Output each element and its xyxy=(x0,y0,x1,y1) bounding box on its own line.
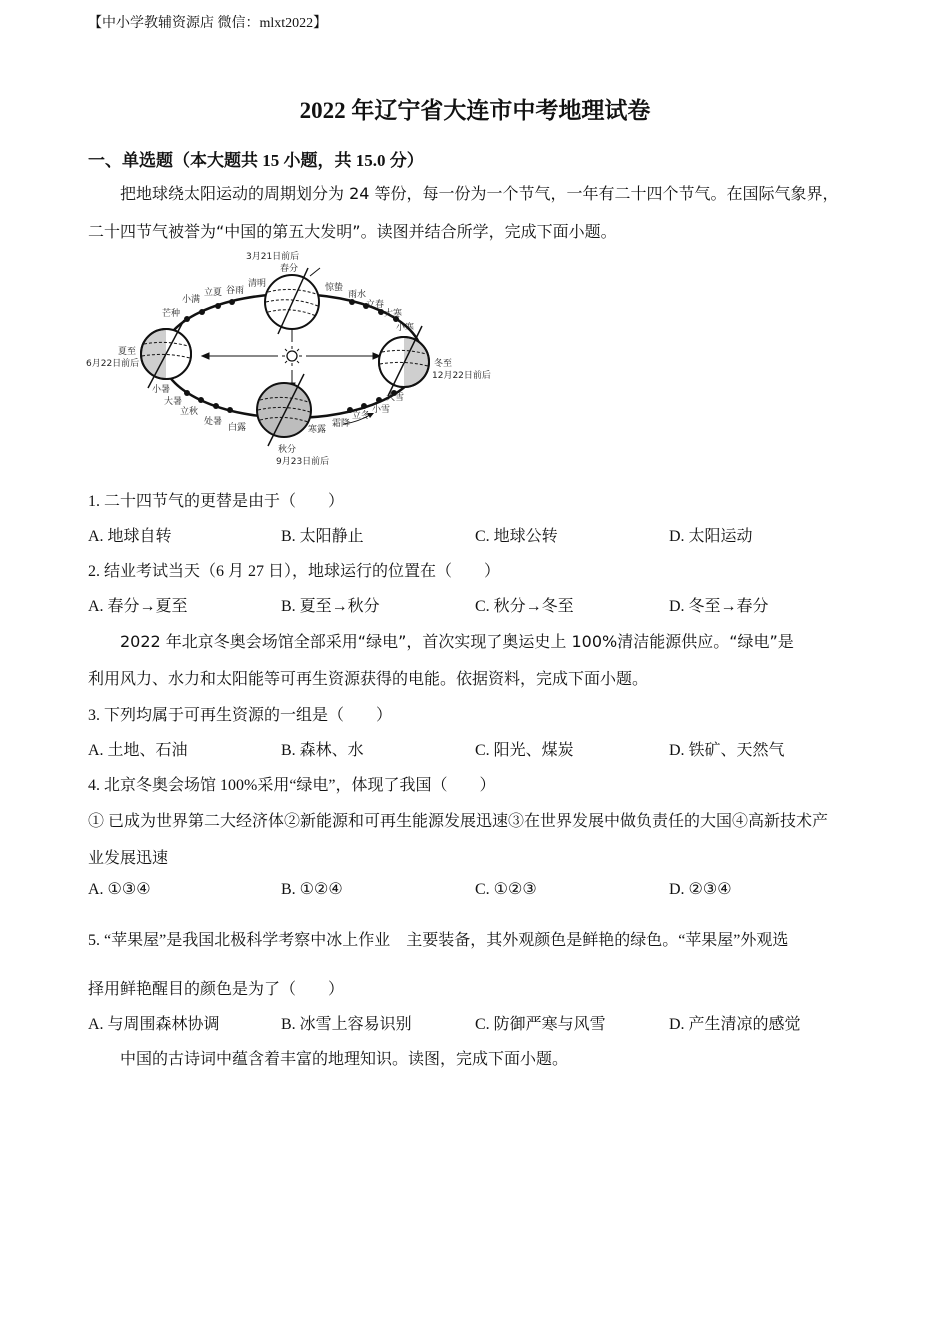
globe-autumn xyxy=(257,374,311,446)
q2-option-a[interactable]: A. 春分→夏至 xyxy=(88,598,188,615)
term-lixia: 立夏 xyxy=(204,288,223,298)
question-4: 4. 北京冬奥会场馆 100%采用“绿电”，体现了我国（ ） xyxy=(88,777,496,794)
term-xiaoxue: 小雪 xyxy=(372,405,391,415)
term-liqiu: 立秋 xyxy=(180,407,199,417)
term-mangzhong: 芒种 xyxy=(162,309,181,319)
label-summer: 夏至 xyxy=(118,347,137,357)
globe-summer xyxy=(141,320,191,388)
q3-option-a[interactable]: A. 土地、石油 xyxy=(88,742,188,759)
passage2-line1: 2022 年北京冬奥会场馆全部采用“绿电”，首次实现了奥运史上 100%清洁能源供应。“绿电”是 xyxy=(120,632,794,651)
passage1-line1: 把地球绕太阳运动的周期划分为 24 等份，每一份为一个节气，一年有二十四个节气。在国际气象界， xyxy=(120,184,839,203)
label-spring: 春分 xyxy=(280,264,299,274)
question-1: 1. 二十四节气的更替是由于（ ） xyxy=(88,493,345,510)
q4-option-b[interactable]: B. ①②④ xyxy=(281,881,343,898)
question-5: 5. “苹果屋”是我国北极科学考察中冰上作业 主要装备，其外观颜色是鲜艳的绿色。“苹果屋”外观选 xyxy=(88,932,789,949)
term-xiaoman: 小满 xyxy=(182,295,201,305)
q2-option-c[interactable]: C. 秋分→冬至 xyxy=(475,598,574,615)
label-autumn: 秋分 xyxy=(278,445,297,455)
q5-option-a[interactable]: A. 与周围森林协调 xyxy=(88,1016,220,1033)
label-autumn-date: 9月23日前后 xyxy=(276,457,330,467)
term-dashu: 大暑 xyxy=(164,397,183,407)
label-summer-date: 6月22日前后 xyxy=(86,359,140,369)
term-lidong: 立冬 xyxy=(352,411,371,421)
globe-winter xyxy=(379,326,429,396)
q2-option-d[interactable]: D. 冬至→春分 xyxy=(669,598,769,615)
q3-option-b[interactable]: B. 森林、水 xyxy=(281,742,364,759)
term-jingzhe: 惊蛰 xyxy=(325,283,344,293)
term-lichun: 立春 xyxy=(366,300,385,310)
sun-icon xyxy=(282,346,302,366)
question-3: 3. 下列均属于可再生资源的一组是（ ） xyxy=(88,707,393,724)
term-xiaoshu: 小暑 xyxy=(152,385,171,395)
term-chushu: 处暑 xyxy=(204,417,223,427)
q4-statements-line2: 业发展迅速 xyxy=(88,850,169,867)
term-daxue: 大雪 xyxy=(386,393,405,403)
q5-option-b[interactable]: B. 冰雪上容易识别 xyxy=(281,1016,412,1033)
header-note: 【中小学教辅资源店 微信：mlxt2022】 xyxy=(88,16,328,31)
term-bailu: 白露 xyxy=(228,423,247,433)
page-title: 2022 年辽宁省大连市中考地理试卷 xyxy=(299,98,651,123)
passage3: 中国的古诗词中蕴含着丰富的地理知识。读图，完成下面小题。 xyxy=(120,1049,569,1068)
q5-option-c[interactable]: C. 防御严寒与风雪 xyxy=(475,1016,606,1033)
passage2-line2: 利用风力、水力和太阳能等可再生资源获得的电能。依据资料，完成下面小题。 xyxy=(88,669,649,688)
term-xiaohan: 小寒 xyxy=(396,323,415,333)
term-dahan: 大寒 xyxy=(384,309,403,319)
q1-option-d[interactable]: D. 太阳运动 xyxy=(669,528,753,545)
term-guyu: 谷雨 xyxy=(226,286,245,296)
globe-spring xyxy=(265,268,320,334)
q4-option-d[interactable]: D. ②③④ xyxy=(669,881,732,898)
q5-option-d[interactable]: D. 产生清凉的感觉 xyxy=(669,1016,801,1033)
q5-stem-line2: 择用鲜艳醒目的颜色是为了（ ） xyxy=(88,981,345,998)
q1-option-b[interactable]: B. 太阳静止 xyxy=(281,528,364,545)
q4-option-c[interactable]: C. ①②③ xyxy=(475,881,537,898)
q4-option-a[interactable]: A. ①③④ xyxy=(88,881,151,898)
solar-terms-orbit-diagram xyxy=(82,246,502,476)
passage1-line2: 二十四节气被誉为“中国的第五大发明”。读图并结合所学，完成下面小题。 xyxy=(88,222,617,241)
q3-option-d[interactable]: D. 铁矿、天然气 xyxy=(669,742,785,759)
term-qingming: 清明 xyxy=(248,279,267,289)
label-winter-date: 12月22日前后 xyxy=(432,371,491,381)
label-winter: 冬至 xyxy=(434,359,453,369)
term-hanlu: 寒露 xyxy=(308,425,327,435)
section-heading: 一、单选题（本大题共 15 小题，共 15.0 分） xyxy=(88,151,424,170)
term-yushui: 雨水 xyxy=(348,290,367,300)
sun-arrows xyxy=(202,322,380,390)
q2-option-b[interactable]: B. 夏至→秋分 xyxy=(281,598,380,615)
q4-statements-line1: ① 已成为世界第二大经济体②新能源和可再生能源发展迅速③在世界发展中做负责任的大国④高新技术产 xyxy=(88,813,829,830)
q1-option-c[interactable]: C. 地球公转 xyxy=(475,528,558,545)
question-2: 2. 结业考试当天（6 月 27 日），地球运行的位置在（ ） xyxy=(88,563,501,580)
q3-option-c[interactable]: C. 阳光、煤炭 xyxy=(475,742,574,759)
q1-option-a[interactable]: A. 地球自转 xyxy=(88,528,172,545)
term-shuangjiang: 霜降 xyxy=(332,419,351,429)
label-spring-date: 3月21日前后 xyxy=(246,252,300,262)
